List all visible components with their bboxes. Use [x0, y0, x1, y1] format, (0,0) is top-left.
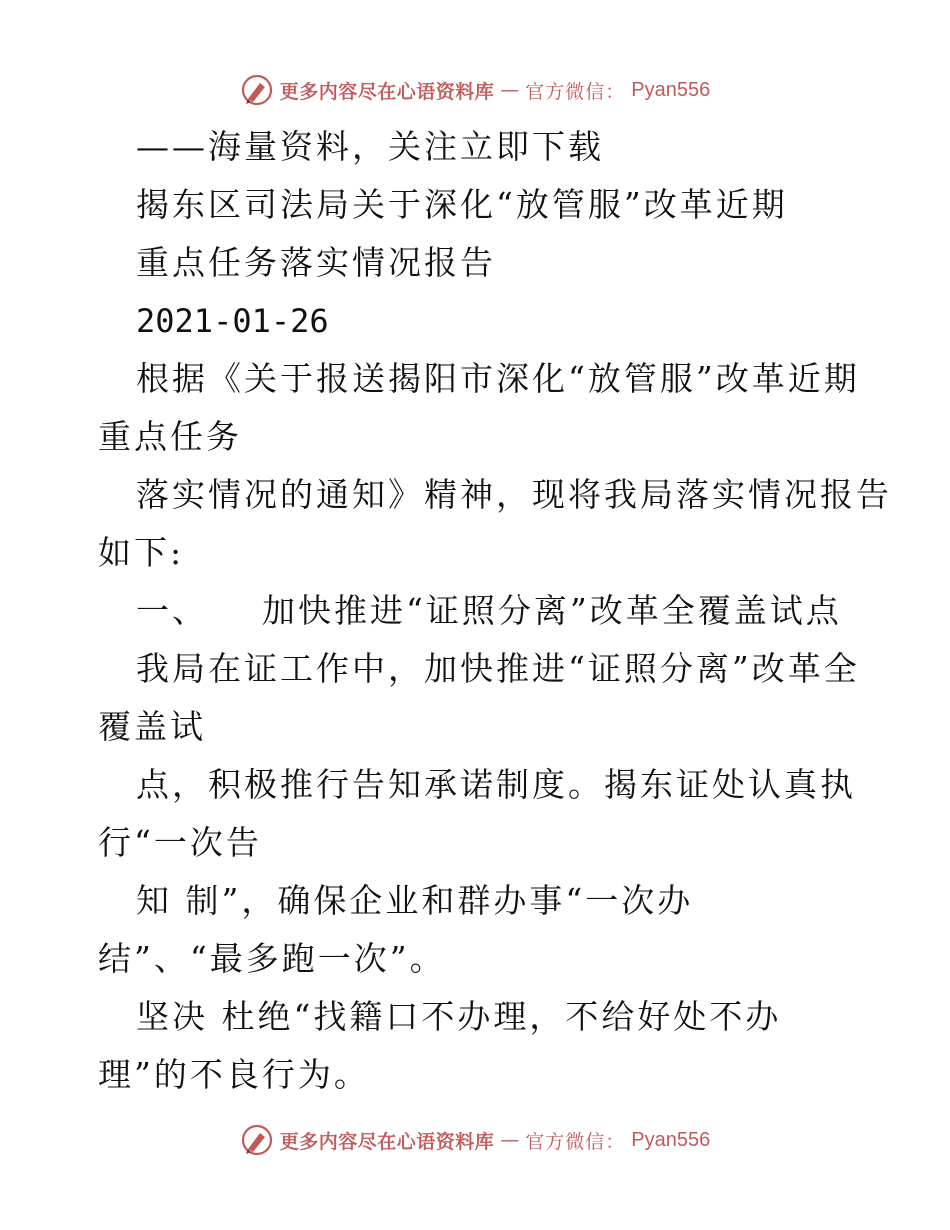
- doc-line: ——海量资料，关注立即下载: [136, 127, 604, 166]
- header-banner: [0, 70, 950, 110]
- doc-line: 点，积极推行告知承诺制度。揭东证处认真执: [136, 765, 856, 804]
- banner-wechat-label: 官方微信：: [525, 1130, 626, 1153]
- footer-banner: [0, 1120, 950, 1160]
- doc-title-line-2: 重点任务落实情况报告: [136, 243, 496, 282]
- banner-dash: —: [500, 79, 520, 101]
- doc-line: 结”、“最多跑一次”。: [98, 939, 446, 978]
- doc-line: 重点任务: [98, 417, 242, 456]
- pen-logo-icon: [240, 73, 274, 107]
- doc-line: 落实情况的通知》精神，现将我局落实情况报告: [136, 475, 892, 514]
- banner-wechat-id: Pyan556: [631, 78, 711, 101]
- doc-line: 如下:: [98, 533, 185, 572]
- doc-line: 我局在证工作中，加快推进“证照分离”改革全: [136, 649, 860, 688]
- doc-title-line-1: 揭东区司法局关于深化“放管服”改革近期: [136, 185, 788, 224]
- banner-wechat-id: Pyan556: [631, 1128, 711, 1151]
- banner-main-text: 更多内容尽在心语资料库: [279, 80, 495, 103]
- banner-wechat-label: 官方微信：: [525, 80, 626, 103]
- document-body: [98, 118, 918, 1104]
- doc-section-heading: 一、 加快推进“证照分离”改革全覆盖试点: [136, 591, 842, 630]
- doc-line: 根据《关于报送揭阳市深化“放管服”改革近期: [136, 359, 860, 398]
- doc-date: 2021-01-26: [136, 302, 329, 340]
- doc-line: 覆盖试: [98, 707, 206, 746]
- banner-dash: —: [500, 1129, 520, 1151]
- pen-logo-icon: [240, 1123, 274, 1157]
- doc-line: 坚决 杜绝“找籍口不办理，不给好处不办: [136, 997, 782, 1036]
- doc-line: 理”的不良行为。: [98, 1055, 370, 1094]
- doc-line: 行“一次告: [98, 823, 262, 862]
- doc-line: 知 制”，确保企业和群办事“一次办: [136, 881, 694, 920]
- banner-main-text: 更多内容尽在心语资料库: [279, 1130, 495, 1153]
